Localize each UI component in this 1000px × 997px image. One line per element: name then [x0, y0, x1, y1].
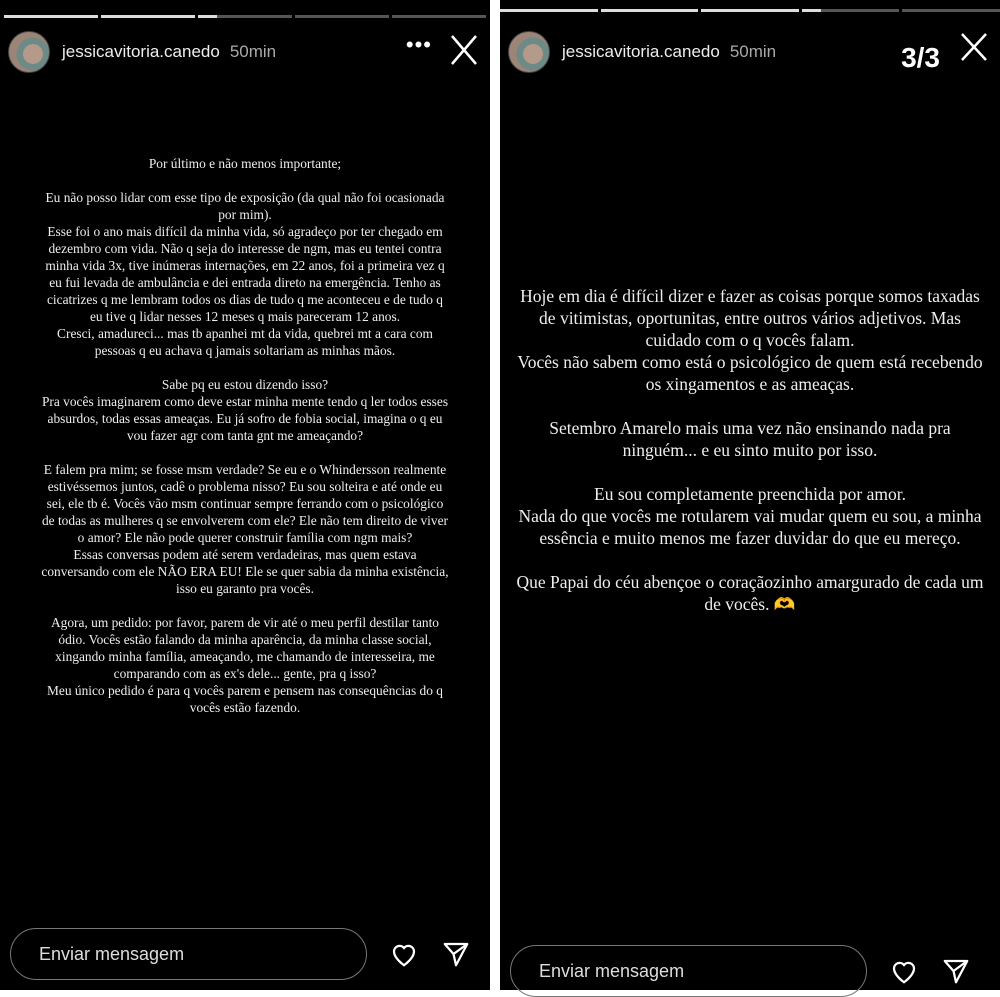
- progress-segment: [198, 15, 292, 18]
- heart-icon[interactable]: [889, 956, 919, 986]
- username[interactable]: jessicavitoria.canedo: [562, 42, 720, 61]
- story-progress-bar: [500, 9, 1000, 12]
- send-icon[interactable]: [941, 956, 971, 986]
- story-paragraph: Eu não posso lidar com esse tipo de exposição (da qual não foi ocasionada por mim). Esse foi o ano mais difícil da minha vida, só agradeço por ter chegado em dezembro com vida. Não q seja do interesse de ngm, mas eu tentei contra minha vida 3x, tive inúmeras internações, em 22 anos, foi a primeira vez q eu fui levada de ambulância e dei entrada direto na emergência. Tenho as cicatrizes q me lembram todos os dias de tudo q me aconteceu e de tudo q eu tive q lidar nesses 12 meses q mais pareceram 12 anos. Cresci, amadureci... mas tb apanhei mt da vida, quebrei mt a cara com pessoas q eu achava q jamais soltariam as minhas mãos.: [45, 190, 445, 358]
- story-paragraph: Que Papai do céu abençoe o coraçãozinho amargurado de cada um de vocês. 🫶: [516, 572, 984, 614]
- progress-segment: [500, 9, 598, 12]
- timestamp: 50min: [729, 42, 777, 61]
- progress-segment: [802, 9, 900, 12]
- message-input[interactable]: Enviar mensagem: [510, 945, 867, 997]
- story-text: [500, 285, 1000, 637]
- timestamp: 50min: [229, 42, 277, 61]
- story-paragraph: Agora, um pedido: por favor, parem de vir até o meu perfil destilar tanto ódio. Vocês estão falando da minha aparência, da minha classe social, xingando minha família, ameaçando, me chamando de interesseira, me comparando com as ex's dele... gente, pra q isso? Meu único pedido é para q vocês parem e pensem nas consequências do q vocês estão fazendo.: [46, 615, 443, 715]
- progress-segment: [701, 9, 799, 12]
- progress-fill: [101, 15, 195, 18]
- progress-fill: [601, 9, 699, 12]
- progress-segment: [295, 15, 389, 18]
- story-panel-right: [500, 0, 1000, 990]
- story-paragraph: Por último e não menos importante;: [148, 156, 342, 171]
- story-paragraph: Setembro Amarelo mais uma vez não ensinando nada pra ninguém... e eu sinto muito por isso.: [549, 418, 951, 460]
- progress-segment: [4, 15, 98, 18]
- story-paragraph: Eu sou completamente preenchida por amor. Nada do que vocês me rotularem vai mudar quem eu sou, a minha essência e muito menos me fazer duvidar do que eu mereço.: [518, 484, 982, 548]
- story-progress-bar: [4, 15, 486, 18]
- story-panel-left: [0, 0, 490, 990]
- progress-fill: [4, 15, 98, 18]
- progress-segment: [392, 15, 486, 18]
- story-paragraph: Hoje em dia é difícil dizer e fazer as coisas porque somos taxadas de vitimistas, oportunitas, entre outros vários adjetivos. Mas cuidado com o q vocês falam. Vocês não sabem como está o psicológico de quem está recebendo os xingamentos e as ameaças.: [517, 286, 983, 394]
- story-counter: 3/3: [901, 42, 940, 73]
- progress-fill: [802, 9, 822, 12]
- story-paragraph: E falem pra mim; se fosse msm verdade? Se eu e o Whindersson realmente estivéssemos juntos, cadê o problema nisso? Eu sou solteira e até onde eu sei, ele tb é. Vocês vão msm continuar sempre ferrando com o psicológico de todas as mulheres q se envolverem com ele? Ele não tem direito de viver o amor? Ele não pode querer construir família com ngm mais? Essas conversas podem até serem verdadeiras, mas quem estava conversando com ele NÃO ERA EU! Ele se quer sabia da minha existência, isso eu garanto pra vocês.: [41, 462, 449, 596]
- progress-segment: [101, 15, 195, 18]
- more-options-icon[interactable]: •••: [405, 32, 432, 57]
- message-input[interactable]: Enviar mensagem: [10, 928, 367, 980]
- avatar[interactable]: [8, 31, 50, 73]
- story-text: [0, 155, 490, 733]
- progress-fill: [198, 15, 217, 18]
- reply-bar: [10, 928, 480, 980]
- send-icon[interactable]: [441, 939, 471, 969]
- story-paragraph: Sabe pq eu estou dizendo isso? Pra vocês imaginarem como deve estar minha mente tendo q ler todos esses absurdos, todas essas ameaças. Eu já sofro de fobia social, imagina o q eu vou fazer agr com tanta gnt me ameaçando?: [41, 377, 449, 443]
- progress-fill: [500, 9, 598, 12]
- reply-bar: [510, 945, 990, 997]
- progress-fill: [701, 9, 799, 12]
- heart-icon[interactable]: [389, 939, 419, 969]
- close-icon[interactable]: [956, 30, 992, 70]
- username[interactable]: jessicavitoria.canedo: [62, 42, 220, 61]
- story-header: [508, 30, 992, 74]
- avatar[interactable]: [508, 31, 550, 73]
- close-icon[interactable]: [446, 30, 482, 70]
- progress-segment: [601, 9, 699, 12]
- story-header: [8, 30, 482, 74]
- progress-segment: [902, 9, 1000, 12]
